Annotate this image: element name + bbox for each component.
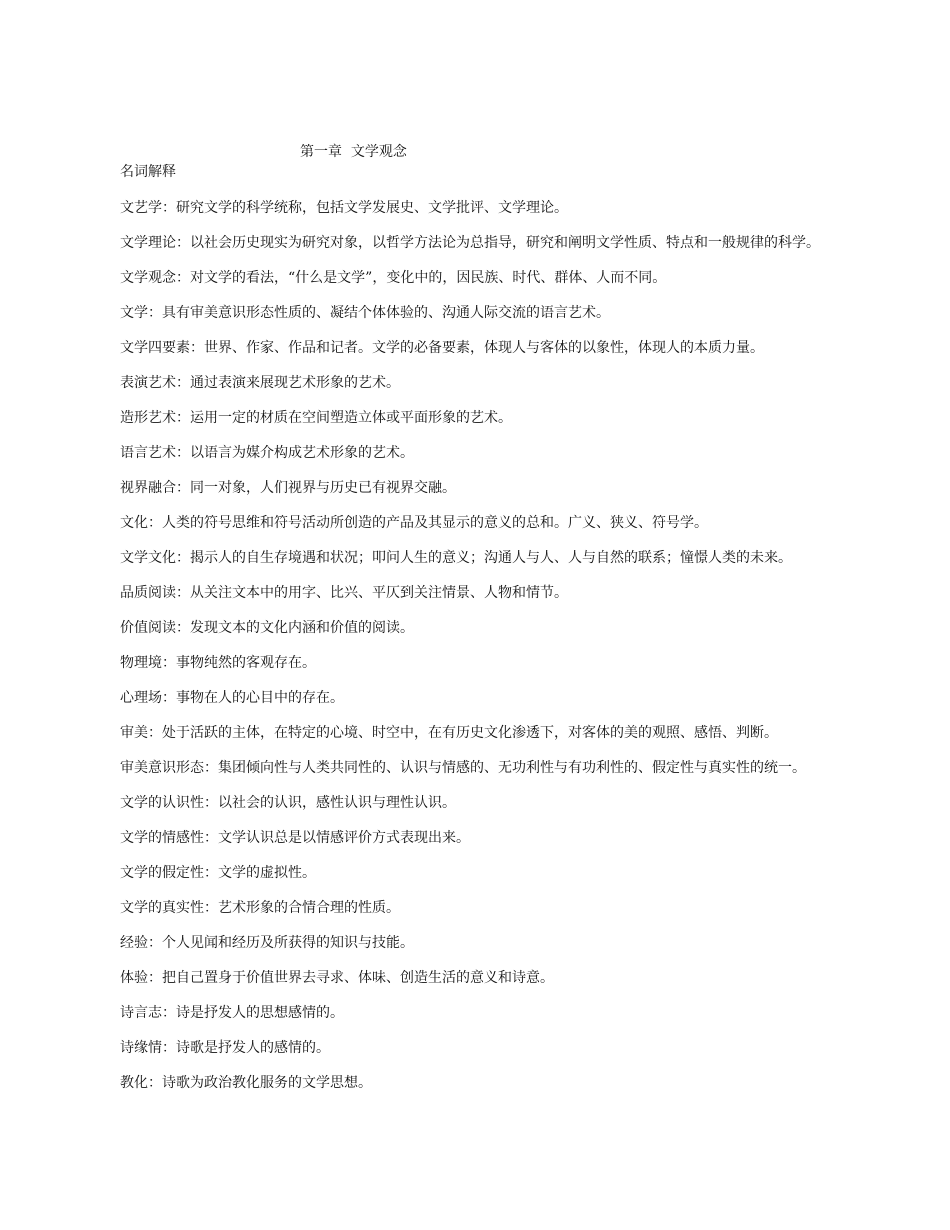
definition-entry: 文学四要素：世界、作家、作品和记者。文学的必备要素，体现人与客体的以象性，体现人的本质力量。 (120, 340, 764, 356)
definition-entry: 文艺学：研究文学的科学统称，包括文学发展史、文学批评、文学理论。 (120, 200, 568, 216)
definition-entry: 文学的假定性：文学的虚拟性。 (120, 865, 316, 881)
definition-entry: 文学理论：以社会历史现实为研究对象，以哲学方法论为总指导，研究和阐明文学性质、特点和一般规律的科学。 (120, 235, 820, 251)
definition-entry: 诗言志：诗是抒发人的思想感情的。 (120, 1005, 344, 1021)
definition-entry: 体验：把自己置身于价值世界去寻求、体味、创造生活的意义和诗意。 (120, 970, 554, 986)
definition-entry: 物理境：事物纯然的客观存在。 (120, 655, 316, 671)
definition-entry: 视界融合：同一对象，人们视界与历史已有视界交融。 (120, 480, 456, 496)
definition-entry: 文学的真实性：艺术形象的合情合理的性质。 (120, 900, 400, 916)
definition-entry: 造形艺术：运用一定的材质在空间塑造立体或平面形象的艺术。 (120, 410, 512, 426)
definition-entry: 审美意识形态：集团倾向性与人类共同性的、认识与情感的、无功利性与有功利性的、假定性与真实性的统一。 (120, 760, 806, 776)
definition-entry: 文学观念：对文学的看法，“什么是文学”，变化中的，因民族、时代、群体、人而不同。 (120, 270, 667, 286)
definition-entry: 文学的情感性：文学认识总是以情感评价方式表现出来。 (120, 830, 470, 846)
definition-entry: 表演艺术：通过表演来展现艺术形象的艺术。 (120, 375, 400, 391)
definition-entry: 诗缘情：诗歌是抒发人的感情的。 (120, 1040, 330, 1056)
definition-entry: 文学的认识性：以社会的认识，感性认识与理性认识。 (120, 795, 456, 811)
chapter-title: 第一章 文学观念 (300, 144, 407, 160)
definition-list (88, 199, 860, 1109)
definition-entry: 文化：人类的符号思维和符号活动所创造的产品及其显示的意义的总和。广义、狭义、符号学。 (120, 515, 708, 531)
definition-entry: 教化：诗歌为政治教化服务的文学思想。 (120, 1075, 372, 1091)
definition-entry: 审美：处于活跃的主体，在特定的心境、时空中，在有历史文化渗透下，对客体的美的观照、感悟、判断。 (120, 725, 778, 741)
section-heading: 名词解释 (120, 164, 176, 180)
definition-entry: 语言艺术：以语言为媒介构成艺术形象的艺术。 (120, 445, 414, 461)
definition-entry: 文学：具有审美意识形态性质的、凝结个体体验的、沟通人际交流的语言艺术。 (120, 305, 610, 321)
definition-entry: 品质阅读：从关注文本中的用字、比兴、平仄到关注情景、人物和情节。 (120, 585, 568, 601)
definition-entry: 文学文化：揭示人的自生存境遇和状况；叩问人生的意义；沟通人与人、人与自然的联系；憧憬人类的未来。 (120, 550, 792, 566)
definition-entry: 价值阅读：发现文本的文化内涵和价值的阅读。 (120, 620, 414, 636)
definition-entry: 经验：个人见闻和经历及所获得的知识与技能。 (120, 935, 414, 951)
definition-entry: 心理场：事物在人的心目中的存在。 (120, 690, 344, 706)
